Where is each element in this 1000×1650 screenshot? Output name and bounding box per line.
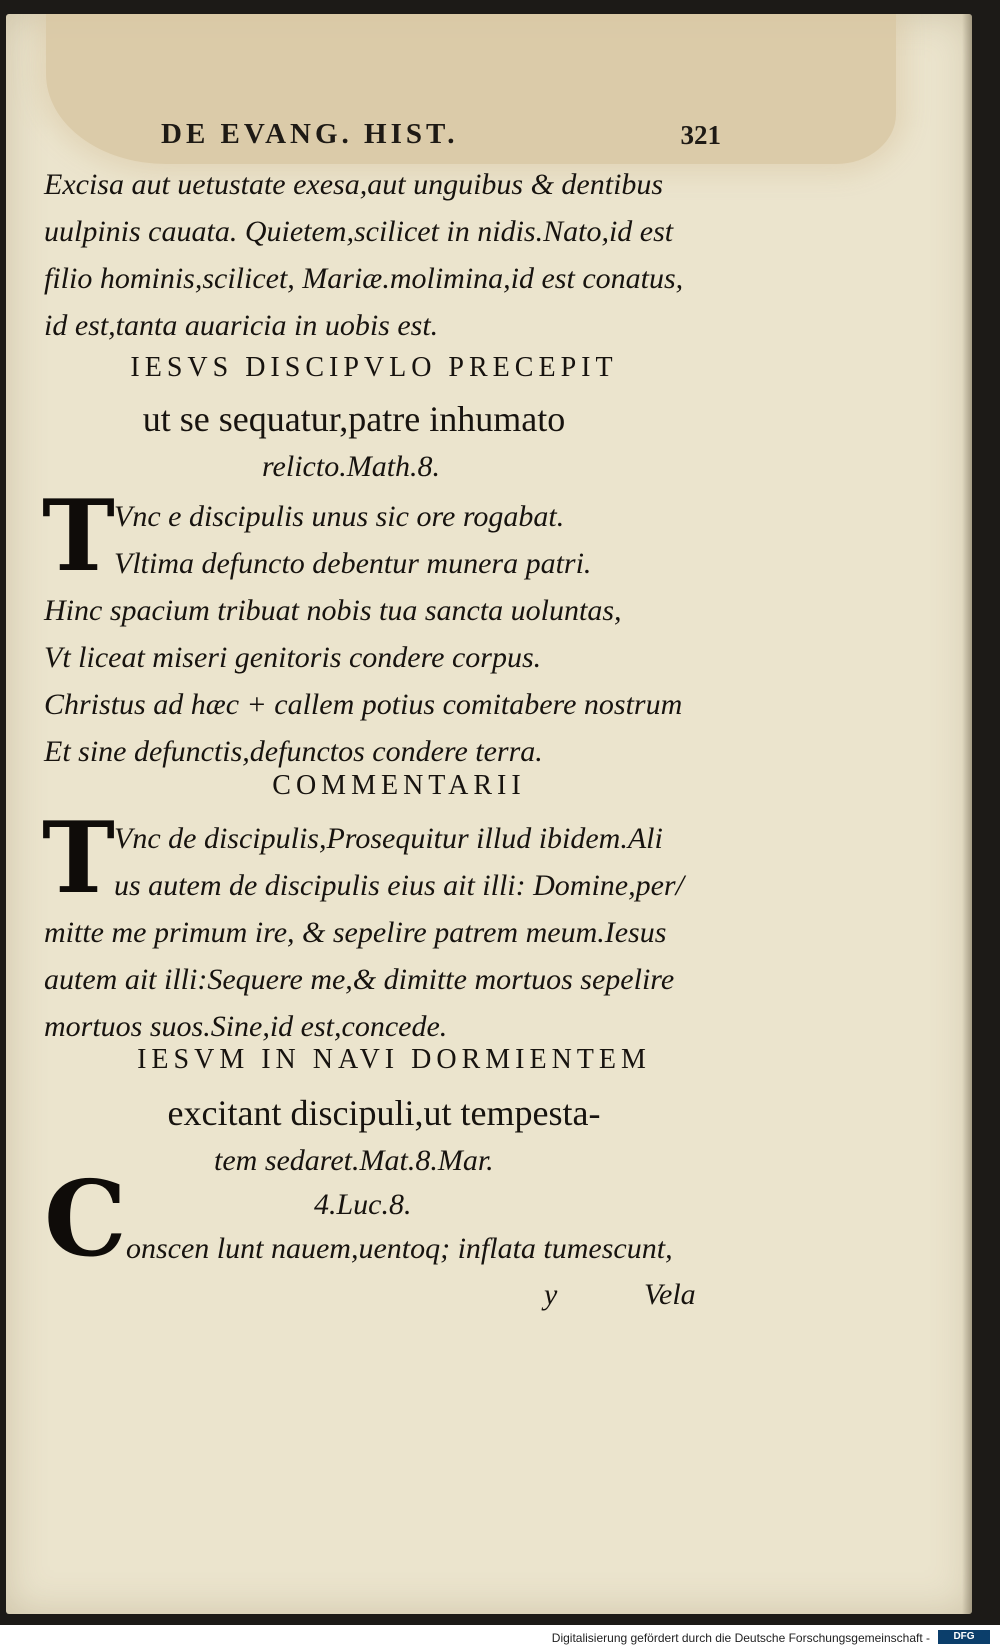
verse-line: Vt liceat miseri genitoris condere corpus.: [44, 641, 542, 674]
running-head: DE EVANG. HIST.: [161, 118, 459, 150]
folio-number: 321: [680, 120, 721, 150]
heading-line: tem sedaret.Mat.8.Mar.: [214, 1144, 494, 1177]
commentary-line: mitte me primum ire, & sepelire patrem meum.Iesus: [44, 916, 667, 949]
heading-caps: IESVM IN NAVI DORMIENTEM: [137, 1044, 651, 1075]
verse-line: Vltima defuncto debentur munera patri.: [114, 547, 592, 580]
verse-line: Et sine defunctis,defunctos condere terra.: [44, 735, 543, 768]
verse-line: onscen lunt nauem,uentoq; inflata tumescunt,: [126, 1232, 673, 1265]
drop-cap: C: [44, 1157, 127, 1280]
commentary-line: autem ait illi:Sequere me,& dimitte mortuos sepelire: [44, 963, 675, 996]
drop-cap: T: [42, 479, 115, 594]
page-edge-shadow: [962, 14, 972, 1614]
commentary-line: us autem de discipulis eius ait illi: Domine,per/: [114, 869, 684, 902]
signature-mark: y: [544, 1278, 558, 1311]
digitization-footer: [0, 1625, 1000, 1650]
book-page: [6, 14, 972, 1614]
text-line: filio hominis,scilicet, Mariæ.molimina,id est conatus,: [44, 262, 684, 295]
heading-line: excitant discipuli,ut tempesta-: [167, 1093, 601, 1133]
verse-line: Hinc spacium tribuat nobis tua sancta uoluntas,: [44, 594, 622, 627]
heading-line: ut se sequatur,patre inhumato: [142, 399, 566, 439]
heading-line: 4.Luc.8.: [314, 1188, 412, 1221]
commentary-line: Vnc de discipulis,Prosequitur illud ibidem.Ali: [114, 822, 663, 855]
catchword: Vela: [644, 1278, 696, 1311]
footer-credit: Digitalisierung gefördert durch die Deutsche Forschungsgemeinschaft -: [551, 1631, 930, 1645]
commentary-line: mortuos suos.Sine,id est,concede.: [44, 1010, 448, 1043]
heading-line: relicto.Math.8.: [262, 450, 441, 483]
text-line: uulpinis cauata. Quietem,scilicet in nidis.Nato,id est: [44, 215, 674, 248]
text-line: id est,tanta auaricia in uobis est.: [44, 309, 439, 342]
verse-line: Vnc e discipulis unus sic ore rogabat.: [114, 500, 565, 533]
heading-caps: IESVS DISCIPVLO PRECEPIT: [130, 352, 618, 383]
dfg-logo: DFG: [938, 1630, 990, 1644]
verse-line: Christus ad hæc + callem potius comitabere nostrum: [44, 688, 683, 721]
drop-cap: T: [42, 801, 115, 916]
commentary-heading: COMMENTARII: [272, 770, 526, 801]
page-header: [161, 118, 721, 158]
text-line: Excisa aut uetustate exesa,aut unguibus & dentibus: [44, 168, 664, 201]
